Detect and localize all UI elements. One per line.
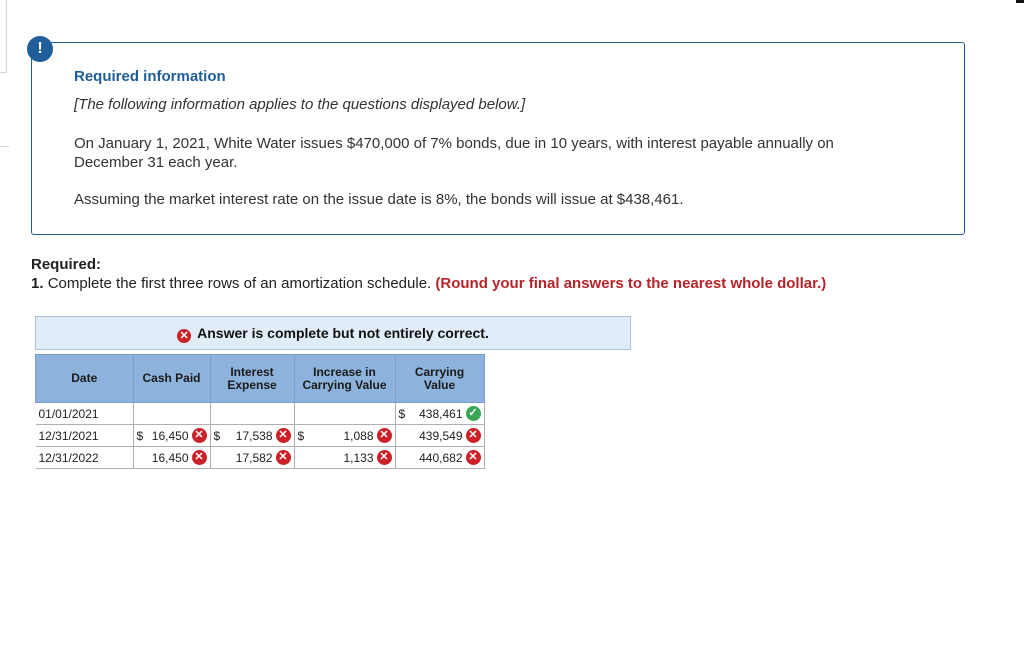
info-title: Required information <box>74 68 226 85</box>
info-note: [The following information applies to the questions displayed below.] <box>74 96 526 113</box>
answer-status-banner <box>35 316 631 350</box>
info-paragraph-1: On January 1, 2021, White Water issues $470,000 of 7% bonds, due in 10 years, with interest payable annually on December 31 each year. <box>74 135 834 171</box>
dollar-sign: $ <box>297 428 305 443</box>
cash-paid-cell[interactable] <box>133 447 210 469</box>
info-paragraph-2: Assuming the market interest rate on the issue date is 8%, the bonds will issue at $438,461. <box>74 191 684 208</box>
cash-paid-cell[interactable] <box>133 425 210 447</box>
increase-carrying-value-value: 1,088 <box>343 428 374 443</box>
date-cell: 12/31/2022 <box>36 447 134 469</box>
carrying-value-cell[interactable] <box>395 425 484 447</box>
increase-carrying-value-cell[interactable] <box>294 447 395 469</box>
x-icon: ✕ <box>276 450 291 465</box>
cash-paid-value: 16,450 <box>151 428 189 443</box>
increase-carrying-value-cell[interactable] <box>294 425 395 447</box>
x-circle-icon: ✕ <box>177 329 191 343</box>
x-icon: ✕ <box>192 450 207 465</box>
carrying-value-cell[interactable] <box>395 447 484 469</box>
table-row <box>36 425 485 447</box>
dollar-sign: $ <box>213 428 221 443</box>
date-cell: 01/01/2021 <box>36 403 134 425</box>
x-icon: ✕ <box>466 428 481 443</box>
left-edge-panel <box>0 0 7 73</box>
cash-paid-cell[interactable] <box>133 403 210 425</box>
x-icon: ✕ <box>192 428 207 443</box>
check-icon: ✓ <box>466 406 481 421</box>
interest-expense-cell[interactable] <box>210 403 294 425</box>
question-number: 1. <box>31 275 44 292</box>
interest-expense-value: 17,538 <box>235 428 273 443</box>
carrying-value-value: 439,549 <box>419 428 463 443</box>
x-icon: ✕ <box>377 450 392 465</box>
date-cell: 12/31/2021 <box>36 425 134 447</box>
left-edge-divider <box>0 146 9 147</box>
interest-expense-value: 17,582 <box>235 450 273 465</box>
carrying-value-value: 438,461 <box>419 406 463 421</box>
cash-paid-value: 16,450 <box>151 450 189 465</box>
dollar-sign: $ <box>398 406 406 421</box>
x-icon: ✕ <box>276 428 291 443</box>
corner-mark <box>1016 0 1024 3</box>
carrying-value-cell[interactable] <box>395 403 484 425</box>
answer-status-text: Answer is complete but not entirely correct. <box>197 325 489 341</box>
header-interest-expense: Interest Expense <box>210 355 294 403</box>
header-increase-carrying-value: Increase in Carrying Value <box>294 355 395 403</box>
x-icon: ✕ <box>466 450 481 465</box>
interest-expense-cell[interactable] <box>210 425 294 447</box>
required-label: Required: <box>31 256 102 273</box>
interest-expense-cell[interactable] <box>210 447 294 469</box>
table-row <box>36 403 485 425</box>
header-carrying-value: Carrying Value <box>395 355 484 403</box>
header-cash-paid: Cash Paid <box>133 355 210 403</box>
instruction-text: Complete the first three rows of an amortization schedule. <box>47 275 432 292</box>
increase-carrying-value-cell[interactable] <box>294 403 395 425</box>
dollar-sign: $ <box>136 428 144 443</box>
increase-carrying-value-value: 1,133 <box>343 450 374 465</box>
table-header-row <box>36 355 485 403</box>
alert-icon: ! <box>27 36 53 62</box>
required-instruction <box>31 275 826 292</box>
amortization-schedule-table <box>35 354 485 469</box>
rounding-hint: (Round your final answers to the nearest whole dollar.) <box>435 275 827 292</box>
table-row <box>36 447 485 469</box>
carrying-value-value: 440,682 <box>419 450 463 465</box>
x-icon: ✕ <box>377 428 392 443</box>
header-date: Date <box>36 355 134 403</box>
